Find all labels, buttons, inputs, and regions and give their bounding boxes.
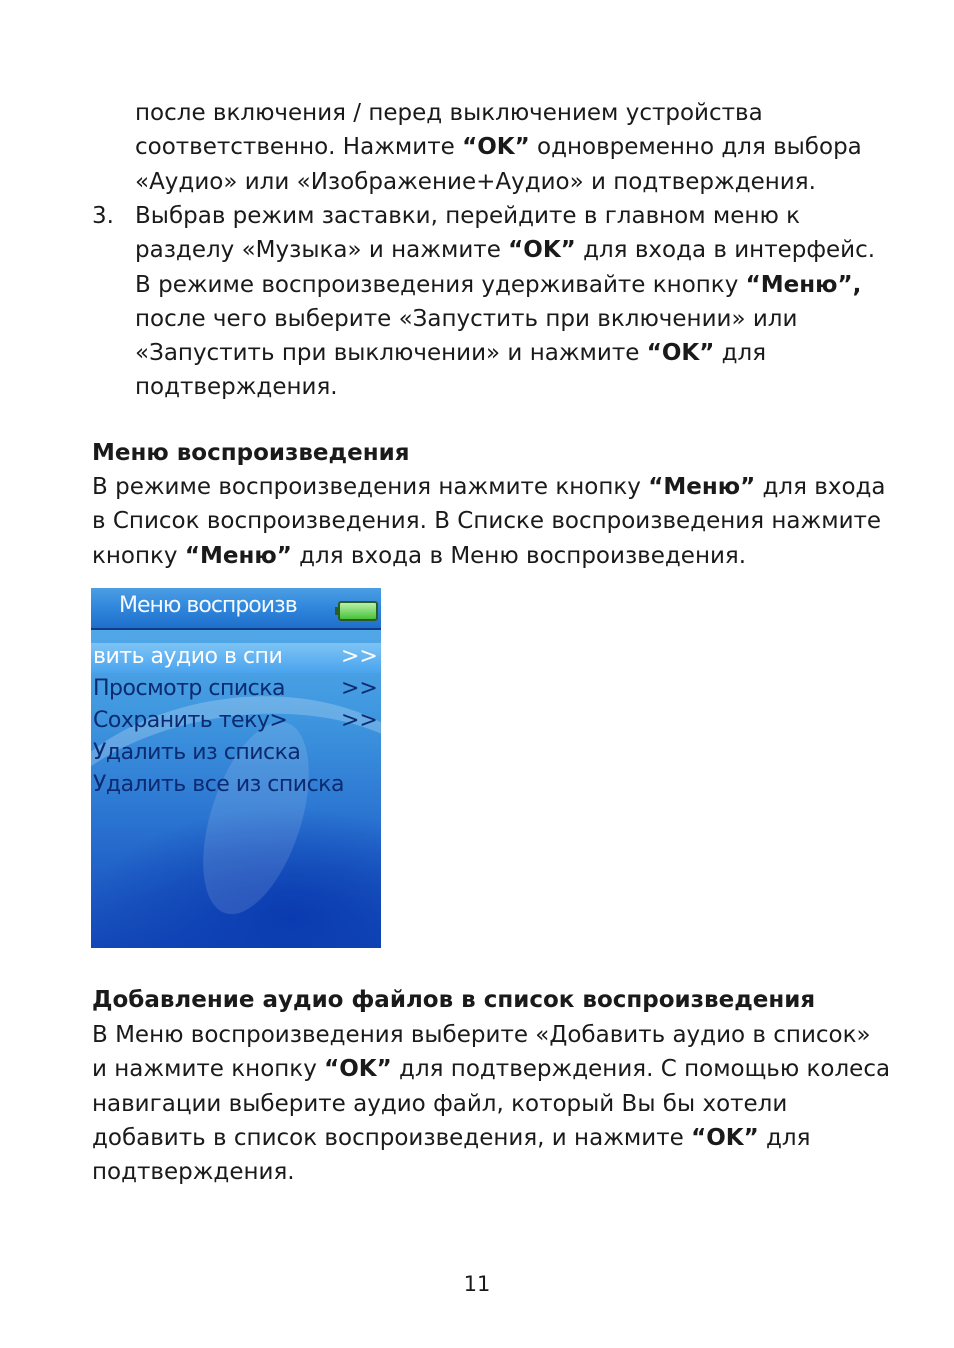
text-line: подтверждения.	[135, 374, 338, 401]
text-line: «Аудио» или «Изображение+Аудио» и подтверждения.	[135, 168, 816, 195]
text-line: разделу «Музыка» и нажмите “OK” для входа в интерфейс.	[135, 237, 876, 264]
list-number: 3.	[92, 203, 114, 229]
text-line: соответственно. Нажмите “OK” одновременно для выбора	[135, 134, 862, 161]
section-2-paragraph	[92, 1018, 891, 1189]
battery-full-icon	[338, 601, 378, 621]
ok-key-label: “OK”	[508, 237, 576, 264]
section-1-paragraph	[92, 470, 886, 573]
menu-item-view-list[interactable]: Просмотр списка	[93, 676, 286, 701]
ok-key-label: “OK”	[646, 340, 715, 367]
ok-key-label: “OK”	[462, 134, 530, 161]
text-line: и нажмите кнопку “OK” для подтверждения. С помощью колеса	[92, 1056, 891, 1083]
submenu-arrow: >>	[341, 644, 378, 669]
text-line: после включения / перед выключением устройства	[135, 100, 763, 126]
menu-item-remove-from-list[interactable]: Удалить из списка	[93, 740, 301, 765]
menu-item-save-current[interactable]: Сохранить теку>	[93, 708, 288, 733]
section-heading: Добавление аудио файлов в список воспроизведения	[92, 987, 816, 1013]
screen-title: Меню воспроизв	[119, 593, 297, 618]
submenu-arrow: >>	[341, 708, 378, 733]
menu-key-label: “Меню”,	[745, 271, 862, 298]
menu-item-remove-all[interactable]: Удалить все из списка	[93, 772, 344, 797]
text-line: В режиме воспроизведения удерживайте кнопку “Меню”,	[135, 271, 862, 298]
menu-key-label: “Меню”	[648, 474, 756, 500]
text-line: Выбрав режим заставки, перейдите в главном меню к	[135, 203, 801, 229]
submenu-arrow: >>	[341, 676, 378, 701]
intro-paragraph	[135, 96, 895, 199]
menu-item-add-audio[interactable]: вить аудио в спи	[93, 644, 283, 669]
step-3-paragraph	[135, 199, 895, 405]
text-line: добавить в список воспроизведения, и нажмите “OK” для	[92, 1124, 811, 1151]
ok-key-label: “OK”	[691, 1124, 759, 1151]
text-line: подтверждения.	[92, 1159, 295, 1186]
text-line: навигации выберите аудио файл, который Вы бы хотели	[92, 1090, 788, 1117]
ok-key-label: “OK”	[324, 1056, 392, 1083]
text-line: кнопку “Меню” для входа в Меню воспроизведения.	[92, 542, 747, 569]
menu-key-label: “Меню”	[184, 542, 292, 569]
text-line: В режиме воспроизведения нажмите кнопку “Меню” для входа	[92, 474, 886, 500]
page-number: 11	[463, 1272, 491, 1296]
text-line: в Список воспроизведения. В Списке воспроизведения нажмите	[92, 508, 882, 535]
device-screenshot	[91, 588, 381, 948]
screen-title-bar	[91, 588, 381, 630]
text-line: «Запустить при выключении» и нажмите “OK” для	[135, 340, 767, 367]
section-heading: Меню воспроизведения	[92, 440, 410, 466]
text-line: после чего выберите «Запустить при включении» или	[135, 305, 798, 332]
text-line: В Меню воспроизведения выберите «Добавить аудио в список»	[92, 1022, 871, 1048]
